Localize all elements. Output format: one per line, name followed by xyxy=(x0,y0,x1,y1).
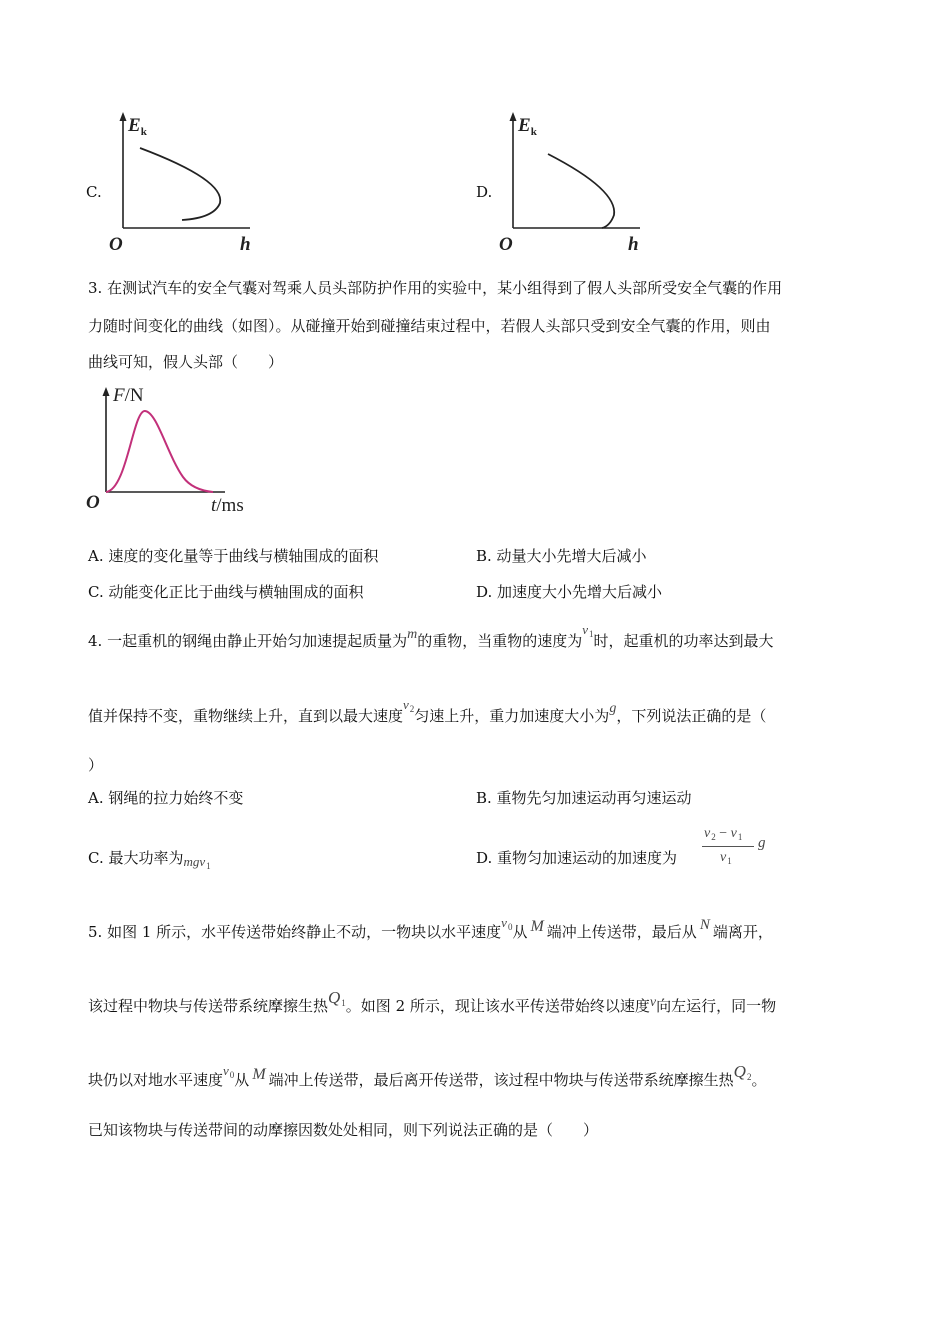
q3-line-2: 力随时间变化的曲线（如图）。从碰撞开始到碰撞结束过程中，若假人头部只受到安全气囊的作用，则由 xyxy=(88,317,771,335)
q3-option-c[interactable]: C. 动能变化正比于曲线与横轴围成的面积 xyxy=(88,583,364,601)
q4-line-3: ） xyxy=(88,756,104,774)
var-Q2: $Q_2$ xyxy=(733,1062,752,1082)
q5-line-2: 该过程中物块与传送带系统摩擦生热$Q_1$。如图 2 所示，现让该水平传送带始终以速度v向左运行，同一物 xyxy=(88,988,777,1015)
var-Q1: $Q_1$ xyxy=(328,988,346,1008)
fraction-denominator: $v_1$ xyxy=(720,850,732,866)
fraction-numerator: $v_2 - v_1$ xyxy=(704,826,743,842)
origin-label: O xyxy=(86,492,100,513)
y-axis-label: $E_k$ xyxy=(128,115,147,138)
option-d-label: D. xyxy=(476,183,493,201)
var-v1: $v_1$ xyxy=(582,622,594,639)
var-g: g xyxy=(758,835,766,851)
var-v0: $v_0$ xyxy=(223,1063,235,1080)
x-axis-label: h xyxy=(628,234,639,255)
ek-curve xyxy=(140,148,220,220)
formula-mgv1: mgv$_1$ xyxy=(183,854,211,871)
q5-line-3: 块仍以对地水平速度$v_0$从 M 端冲上传送带，最后离开传送带，该过程中物块与传送带系统摩擦生热$Q_2$。 xyxy=(88,1062,767,1089)
y-axis-label: $E_k$ xyxy=(518,115,537,138)
x-axis-label: h xyxy=(240,234,251,255)
q3-option-a[interactable]: A. 速度的变化量等于曲线与横轴围成的面积 xyxy=(88,547,379,565)
y-axis-arrow xyxy=(510,112,517,121)
y-axis-arrow xyxy=(103,387,110,396)
graph-d xyxy=(490,108,670,258)
var-N: N xyxy=(699,917,710,933)
y-axis-arrow xyxy=(120,112,127,121)
q4-option-d[interactable]: D. 重物匀加速运动的加速度为 xyxy=(476,849,678,867)
fraction-formula xyxy=(702,826,782,876)
var-v0: $v_0$ xyxy=(501,915,513,932)
fraction-bar xyxy=(702,846,754,847)
q3-line-1: 3. 在测试汽车的安全气囊对驾乘人员头部防护作用的实验中，某小组得到了假人头部所受安全气囊的作用 xyxy=(88,279,783,297)
q4-option-b[interactable]: B. 重物先匀加速运动再匀速运动 xyxy=(476,789,692,807)
q5-line-1: 5. 如图 1 所示，水平传送带始终静止不动，一物块以水平速度$v_0$从 M 端冲上传送带，最后从 N 端离开， xyxy=(88,915,773,941)
q4-option-a[interactable]: A. 钢绳的拉力始终不变 xyxy=(88,789,244,807)
q4-line-2: 值并保持不变，重物继续上升，直到以最大速度$v_2$匀速上升，重力加速度大小为g，下列说法正确的是（ xyxy=(88,697,767,725)
q4-option-c[interactable]: C. 最大功率为mgv$_1$ xyxy=(88,849,211,871)
q4-line-1: 4. 一起重机的钢绳由静止开始匀加速提起质量为m的重物，当重物的速度为$v_1$时，起重机的功率达到最大 xyxy=(88,622,774,650)
x-axis-label: t/ms xyxy=(211,495,244,516)
graph-c xyxy=(100,108,280,258)
option-c-label: C. xyxy=(86,183,102,201)
q3-line-3: 曲线可知，假人头部（ ） xyxy=(88,353,284,371)
force-curve xyxy=(106,411,213,492)
q3-force-graph xyxy=(85,380,265,520)
q3-option-b[interactable]: B. 动量大小先增大后减小 xyxy=(476,547,647,565)
var-m: m xyxy=(407,627,418,642)
var-v: v xyxy=(649,995,657,1010)
ek-curve xyxy=(548,154,614,228)
var-M: M xyxy=(530,918,544,935)
var-g: g xyxy=(609,701,617,716)
y-axis-label: F/N xyxy=(113,385,144,406)
q3-option-d[interactable]: D. 加速度大小先增大后减小 xyxy=(476,583,663,601)
q5-line-4: 已知该物块与传送带间的动摩擦因数处处相同，则下列说法正确的是（ ） xyxy=(88,1121,599,1139)
var-M: M xyxy=(252,1066,266,1083)
origin-label: O xyxy=(499,234,513,255)
origin-label: O xyxy=(109,234,123,255)
var-v2: $v_2$ xyxy=(403,697,415,714)
